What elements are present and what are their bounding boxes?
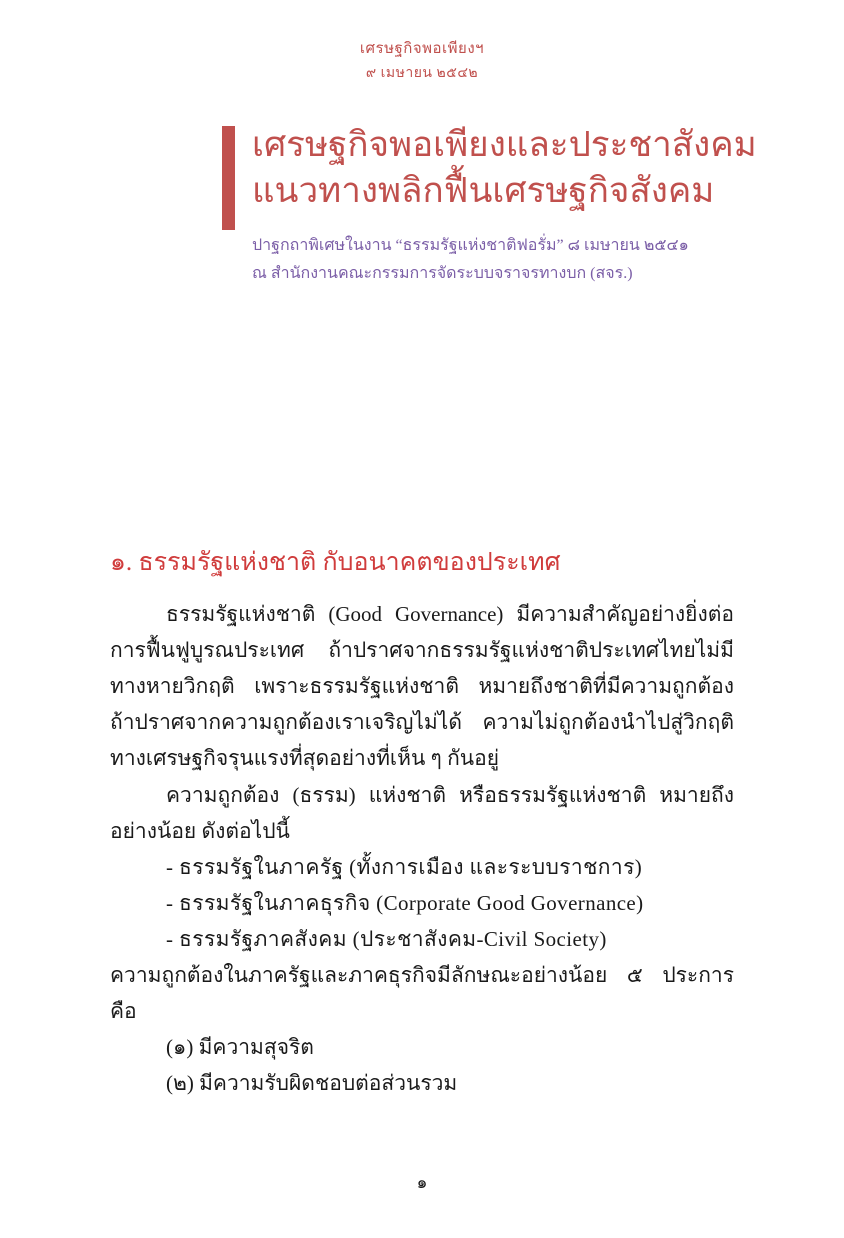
list-item: (๒) มีความรับผิดชอบต่อส่วนรวม xyxy=(166,1071,458,1096)
page-title-line-2: แนวทางพลิกฟื้นเศรษฐกิจสังคม xyxy=(252,171,715,211)
body-paragraph: ความถูกต้องในภาครัฐและภาคธุรกิจมีลักษณะอย่างน้อย ๕ ประการ คือ xyxy=(110,963,734,1024)
body-content xyxy=(110,545,734,1102)
list-item: - ธรรมรัฐในภาคธุรกิจ (Corporate Good Governance) xyxy=(166,890,644,915)
running-head-line-2: ๙ เมษายน ๒๕๔๒ xyxy=(365,65,479,81)
body-paragraph: ธรรมรัฐแห่งชาติ (Good Governance) มีความสำคัญอย่างยิ่งต่อการฟื้นฟูบูรณประเทศ ถ้าปราศจากธรรมรัฐแห่งชาติประเทศไทยไม่มีทางหายวิกฤติ เพราะธรรมรัฐแห่งชาติ หมายถึงชาติที่มีความถูกต้อง ถ้าปราศจากความถูกต้องเราเจริญไม่ได้ ความไม่ถูกต้องนำไปสู่วิกฤติทางเศรษฐกิจรุนแรงที่สุดอย่างที่เห็น ๆ กันอยู่ xyxy=(110,602,734,771)
title-lines xyxy=(252,122,757,214)
body-paragraph: ความถูกต้อง (ธรรม) แห่งชาติ หรือธรรมรัฐแห่งชาติ หมายถึงอย่างน้อย ดังต่อไปนี้ xyxy=(110,782,734,843)
subtitle-line-2: ณ สำนักงานคณะกรรมการจัดระบบจราจรทางบก (สจร.) xyxy=(252,264,633,282)
running-head-line-1: เศรษฐกิจพอเพียงฯ xyxy=(359,41,485,57)
section-heading: ๑. ธรรมรัฐแห่งชาติ กับอนาคตของประเทศ xyxy=(110,549,561,576)
subtitle-line-1: ปาฐกถาพิเศษในงาน “ธรรมรัฐแห่งชาติฟอรั่ม” ๘ เมษายน ๒๕๔๑ xyxy=(252,237,689,255)
page-number: ๑ xyxy=(416,1173,428,1192)
list-item: - ธรรมรัฐภาคสังคม (ประชาสังคม-Civil Society) xyxy=(166,926,607,951)
list-item: (๑) มีความสุจริต xyxy=(166,1035,314,1060)
list-item: - ธรรมรัฐในภาครัฐ (ทั้งการเมือง และระบบราชการ) xyxy=(166,854,643,879)
title-block xyxy=(222,122,757,287)
page-title-line-1: เศรษฐกิจพอเพียงและประชาสังคม xyxy=(252,125,757,164)
subtitle-block xyxy=(252,232,734,286)
title-accent-rule xyxy=(222,126,235,230)
running-head xyxy=(0,38,844,84)
